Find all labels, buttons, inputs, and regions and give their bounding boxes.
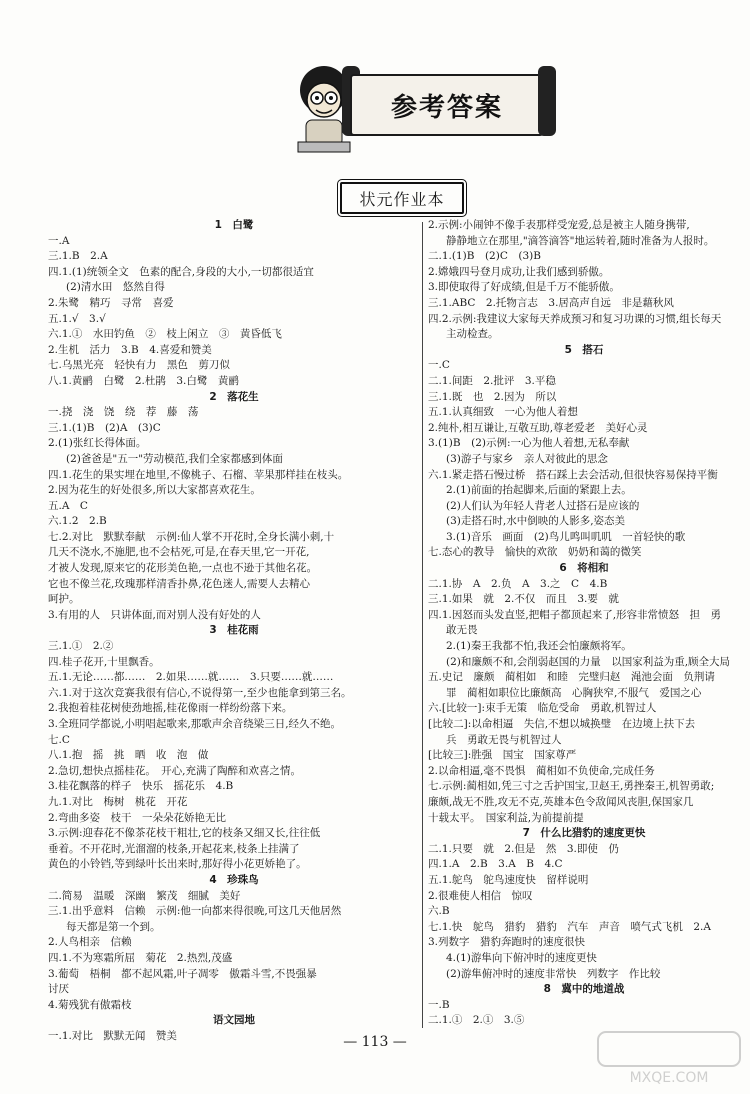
answer-line: 十载太平。 国家利益,为前提前提	[428, 811, 584, 824]
answer-line: 四.1.A 2.B 3.A B 4.C	[428, 858, 563, 871]
answer-line: 二.简易 温暖 深幽 繁茂 细腻 美好	[48, 889, 241, 902]
answer-line: 七.态心的教导 愉快的欢欲 奶奶和蔼的微笑	[428, 546, 642, 559]
answer-line: 讨厌	[48, 983, 69, 996]
answer-line: (2)清水田 悠然自得	[66, 281, 165, 294]
section-heading: 1 白鹭	[214, 219, 254, 231]
answer-line: 八.1.黄鹂 白鹭 2.杜鹃 3.白鹭 黄鹂	[48, 374, 239, 387]
answer-line: 三.1.(1)B (2)A (3)C	[48, 421, 161, 434]
answer-line: 3.列数字 猎豹奔跑时的速度很快	[428, 936, 586, 949]
answer-line: 四.2.示例:我建议大家每天养成预习和复习功课的习惯,组长每天	[428, 312, 722, 325]
answer-line: 2.示例:小闹钟不像手表那样受宠爱,总是被主人随身携带,	[428, 219, 690, 231]
answer-line: 七.乌黑光亮 轻快有力 黑色 剪刀似	[48, 359, 230, 372]
section-heading: 7 什么比猎豹的速度更快	[522, 827, 646, 840]
answer-line: 五.1.无论……都…… 2.如果……就…… 3.只要……就……	[48, 671, 334, 684]
answer-line: 六.1.对于这次竞赛我很有信心,不说得第一,至少也能拿到第三名。	[48, 686, 352, 699]
answer-line: 五.1.鸵鸟 鸵鸟速度快 留样说明	[428, 873, 589, 886]
section-heading: 3 桂花雨	[209, 624, 259, 637]
answer-line: 它也不像兰花,玫瑰那样清香扑鼻,花色迷人,需要人去精心	[48, 577, 311, 590]
answer-line: 2.(1)张红长得体面。	[48, 437, 147, 450]
answer-line: (2)游隼俯冲时的速度非常快 列数字 作比较	[446, 967, 661, 980]
answer-line: 五.1.√ 3.√	[48, 312, 106, 325]
answer-line: 四.1.因怒而头发直竖,把帽子都顶起来了,形容非常愤怒 担 勇	[428, 608, 722, 621]
answer-line: 六.B	[428, 905, 450, 918]
answer-line: 七.C	[48, 733, 70, 746]
right-column	[428, 218, 740, 1029]
answer-line: 2.人鸟相亲 信赖	[48, 936, 132, 949]
answer-line: 2.弯曲多姿 枝干 一朵朵花娇艳无比	[48, 811, 227, 824]
left-column	[48, 218, 420, 1044]
answer-line: 2.(1)秦王我都不怕,我还会怕廉颇将军。	[446, 640, 632, 653]
answer-line: 四.1.不为寒霜所屈 菊花 2.热烈,茂盛	[48, 951, 233, 964]
answer-line: 3.(1)B (2)示例:一心为他人着想,无私奉献	[428, 437, 630, 450]
answer-line: 2.生机 活力 3.B 4.喜爱和赞美	[48, 343, 212, 356]
answer-line: 几天不浇水,不施肥,也不会枯死,可是,在春天里,它一开花,	[48, 546, 310, 559]
answer-line: 4.菊残犹有傲霜枝	[48, 998, 132, 1011]
answer-line: 二.1.协 A 2.负 A 3.之 C 4.B	[428, 577, 608, 590]
page-number: — 113 —	[343, 1034, 407, 1050]
answer-line: 三.1.ABC 2.托物言志 3.居高声自远 非是藉秋风	[428, 296, 674, 309]
answer-line: [比较三]:胜强 国宝 国家尊严	[428, 749, 577, 762]
answer-line: 3.即使取得了好成绩,但是千万不能骄傲。	[428, 281, 620, 294]
answer-line: 2.(1)前面的抬起脚来,后面的紧跟上去。	[446, 484, 632, 497]
answer-line: 廉颇,战无不胜,攻无不克,英雄本色令敌闻风丧胆,保国家几	[428, 795, 694, 808]
section-badge: 状元作业本	[340, 182, 464, 214]
section-heading: 6 将相和	[559, 562, 609, 575]
section-heading: 2 落花生	[209, 390, 259, 403]
answer-line: 静静地立在那里,"滴答滴答"地运转着,随时准备为人报时。	[446, 234, 715, 247]
section-heading: 语文园地	[213, 1014, 255, 1027]
answer-line: 2.急切,想快点摇桂花。 开心,充满了陶醉和欢喜之情。	[48, 764, 301, 777]
answer-line: 2.我抱着桂花树使劲地摇,桂花像雨一样纷纷落下来。	[48, 702, 293, 715]
answer-line: 3.桂花飘落的样子 快乐 摇花乐 4.B	[48, 780, 234, 793]
answer-line: 2.因为花生的好处很多,所以大家都喜欢花生。	[48, 484, 261, 497]
section-heading: 5 搭石	[564, 343, 604, 356]
answer-line: 2.纯朴,相互谦让,互敬互助,尊老爱老 美好心灵	[428, 421, 648, 434]
answer-line: (2)和廉颇不和,会削弱赵国的力量 以国家利益为重,顾全大局	[446, 655, 731, 668]
answer-line: 呵护。	[48, 593, 80, 606]
answer-line: 三.1.B 2.A	[48, 250, 108, 263]
answer-line: 三.1.既 也 2.因为 所以	[428, 390, 557, 403]
answer-line: 3.有用的人 只讲体面,而对别人没有好处的人	[48, 608, 261, 621]
answer-line: 三.1.① 2.②	[48, 640, 114, 653]
answer-line: 二.1.间距 2.批评 3.平稳	[428, 374, 556, 387]
answer-line: 3.(1)音乐 画面 (2)鸟儿鸣叫叽叽 一首轻快的歌	[446, 530, 686, 543]
watermark-logo	[594, 1028, 744, 1088]
answer-line: 六.1.2 2.B	[48, 515, 107, 528]
scroll-roll-right	[538, 66, 556, 136]
page-title: 参考答案	[390, 92, 503, 123]
answer-line: 三.1.出乎意料 信赖 示例:他一向都来得很晚,可这几天他居然	[48, 905, 342, 918]
answer-line: [比较二]:以命相逼 失信,不想以城换璧 在边境上扶下去	[428, 718, 696, 730]
answer-line: 一.A	[48, 234, 70, 247]
answer-line: 六.1.① 水田钓鱼 ② 枝上闲立 ③ 黄昏低飞	[48, 328, 282, 341]
answer-line: 一.1.对比 默默无闻 赞美	[48, 1029, 177, 1042]
answer-line: 2.以命相逼,毫不畏惧 蔺相如不负使命,完成任务	[428, 764, 655, 777]
answer-line: 主动检查。	[446, 328, 499, 341]
header-banner	[290, 52, 560, 160]
answer-line: 三.1.如果 就 2.不仅 而且 3.要 就	[428, 593, 619, 606]
answer-line: 一.挠 浇 饶 绕 荐 藤 荡	[48, 406, 199, 419]
answer-line: 一.B	[428, 998, 450, 1011]
answer-line: 七.示例:蔺相如,凭三寸之舌护国宝,卫赵王,勇挫秦王,机智勇敢;	[428, 780, 715, 793]
title-scroll	[350, 74, 544, 136]
section-heading: 8 冀中的地道战	[543, 983, 625, 996]
answer-line: 四.桂子花开,十里飘香。	[48, 655, 160, 668]
answer-line: 七.1.快 鸵鸟 猎豹 猎豹 汽车 声音 喷气式飞机 2.A	[428, 920, 711, 933]
answer-line: 五.A C	[48, 499, 88, 512]
answer-line: 垂着。不开花时,光溜溜的枝条,开起花来,枝条上挂满了	[48, 842, 300, 855]
answer-line: 六.1.紧走搭石慢过桥 搭石踩上去会活动,但很快容易保持平衡	[428, 468, 718, 481]
answer-line: 一.C	[428, 359, 450, 372]
answer-line: 3.葡萄 梧桐 都不起风霜,叶子凋零 傲霜斗雪,不畏强暴	[48, 967, 317, 980]
answer-line: 2.很难使人相信 惊叹	[428, 889, 533, 902]
column-divider	[422, 222, 423, 1028]
answer-line: (3)游子与家乡 亲人对彼此的思念	[446, 452, 608, 465]
section-heading: 4 珍珠鸟	[209, 873, 259, 886]
answer-line: (2)人们认为年轻人背老人过搭石是应该的	[446, 499, 640, 512]
answer-line: 六.[比较一]:束手无策 临危受命 勇敢,机智过人	[428, 702, 657, 715]
answer-line: 九.1.对比 梅树 桃花 开花	[48, 795, 188, 808]
answer-line: 黄色的小铃铛,等到绿叶长出来时,那好得小花更娇艳了。	[48, 858, 307, 871]
answer-line: 四.1.(1)统领全文 色素的配合,身段的大小,一切都很适宜	[48, 265, 314, 278]
answer-line: (3)走搭石时,水中倒映的人影多,姿态美	[446, 515, 626, 528]
answer-line: 八.1.抱 摇 挑 晒 收 泡 做	[48, 749, 209, 762]
answer-line: 3.示例:迎春花不像茶花枝干粗壮,它的枝条又细又长,往往低	[48, 827, 321, 840]
answer-line: 兵 勇敢无畏与机智过人	[446, 733, 562, 746]
answer-line: 4.(1)游隼向下俯冲时的速度更快	[446, 951, 597, 964]
answer-line: 二.1.只要 就 2.但是 然 3.即使 仍	[428, 842, 619, 855]
answer-line: 二.1.① 2.① 3.⑤	[428, 1014, 525, 1027]
answer-line: 2.朱鹭 精巧 寻常 喜爱	[48, 296, 174, 309]
answer-line: 每天都是第一个到。	[66, 920, 161, 933]
answer-line: 2.嫦娥四号登月成功,让我们感到骄傲。	[428, 265, 610, 278]
answer-line: 五.1.认真细致 一心为他人着想	[428, 406, 578, 419]
answer-line: 五.史记 廉颇 蔺相如 和睦 完璧归赵 渑池会面 负荆请	[428, 671, 715, 684]
watermark-text: MXQE.COM	[629, 1070, 709, 1086]
answer-line: 七.2.对比 默默奉献 示例:仙人掌不开花时,全身长满小刺,十	[48, 530, 335, 543]
answer-line: 二.1.(1)B (2)C (3)B	[428, 250, 541, 263]
answer-line: 四.1.花生的果实埋在地里,不像桃子、石榴、苹果那样挂在枝头。	[48, 468, 349, 481]
answer-line: (2)爸爸是"五一"劳动模范,我们全家都感到体面	[66, 452, 283, 465]
answer-line: 3.全班同学都说,小明唱起歌来,那歌声余音绕梁三日,经久不绝。	[48, 718, 342, 730]
answer-line: 才被人发现,原来它的花形美色艳,一点也不逊于其他名花。	[48, 562, 318, 575]
answer-line: 罪 蔺相如职位比廉颇高 心胸狭窄,不服气 爱国之心	[446, 686, 702, 699]
answer-line: 敢无畏	[446, 624, 478, 637]
